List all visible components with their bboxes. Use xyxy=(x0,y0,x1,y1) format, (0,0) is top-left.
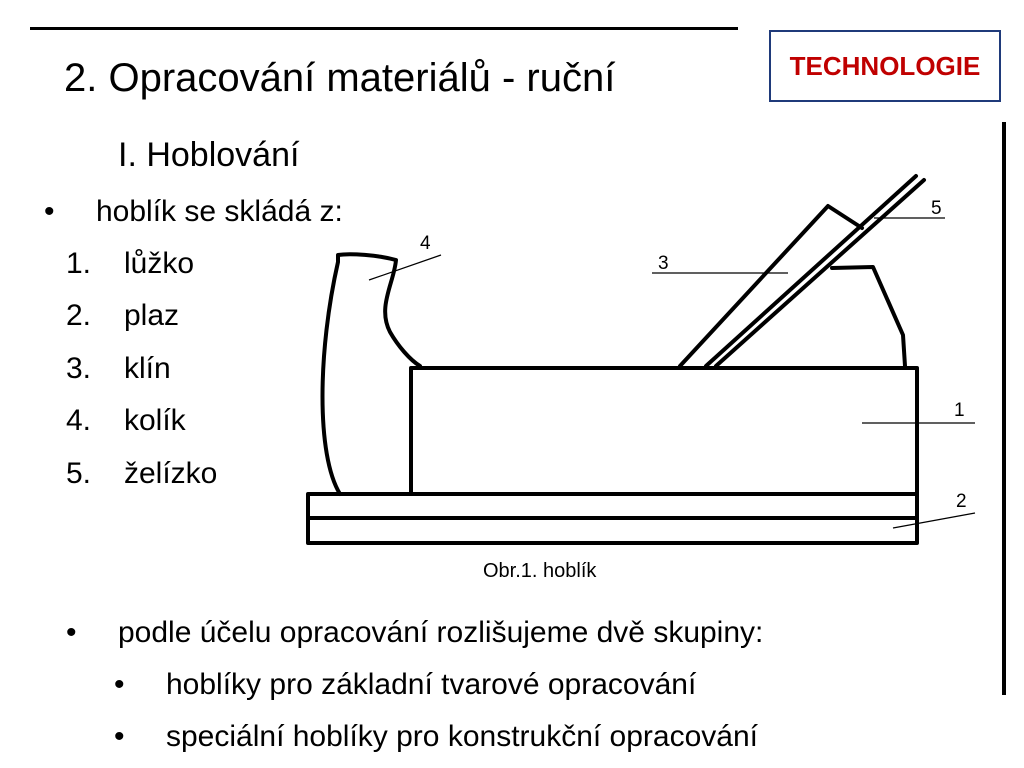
parts-list-label: plaz xyxy=(124,299,180,332)
groups-intro-text: podle účelu opracování rozlišujeme dvě skupiny: xyxy=(118,616,764,649)
callout-line-2 xyxy=(893,513,975,528)
parts-list-number: 5. xyxy=(66,457,92,490)
blade-rear xyxy=(832,267,905,366)
parts-list-number: 4. xyxy=(66,404,92,437)
slide-title: 2. Opracování materiálů - ruční xyxy=(64,56,616,100)
subject-badge-label: TECHNOLOGIE xyxy=(789,50,981,81)
parts-list-label: lůžko xyxy=(124,247,195,280)
callout-line-4 xyxy=(369,255,441,280)
group-bullet-text: hoblíky pro základní tvarové opracování xyxy=(166,668,697,701)
wedge-outline xyxy=(680,206,862,366)
blade-front-edge xyxy=(706,176,916,366)
parts-list-number: 1. xyxy=(66,247,92,280)
callout-label-5: 5 xyxy=(931,198,942,219)
parts-list-label: želízko xyxy=(124,457,218,490)
plane-body xyxy=(411,368,917,494)
callout-label-2: 2 xyxy=(956,491,967,512)
bullet-glyph: • xyxy=(44,195,55,228)
figure-caption: Obr.1. hoblík xyxy=(483,560,597,582)
plane-handle xyxy=(323,254,421,494)
callout-label-4: 4 xyxy=(420,233,431,254)
bullet-glyph: • xyxy=(114,668,125,701)
intro-bullet-text: hoblík se skládá z: xyxy=(96,195,343,228)
callout-label-1: 1 xyxy=(954,400,965,421)
parts-list-number: 3. xyxy=(66,352,92,385)
parts-list-number: 2. xyxy=(66,299,92,332)
parts-list-label: kolík xyxy=(124,404,186,437)
bullet-glyph: • xyxy=(114,720,125,753)
callout-label-3: 3 xyxy=(658,253,669,274)
group-bullet-text: speciální hoblíky pro konstrukční opracování xyxy=(166,720,758,753)
section-subtitle: I. Hoblování xyxy=(118,136,300,174)
bullet-glyph: • xyxy=(66,616,77,649)
parts-list-label: klín xyxy=(124,352,171,385)
